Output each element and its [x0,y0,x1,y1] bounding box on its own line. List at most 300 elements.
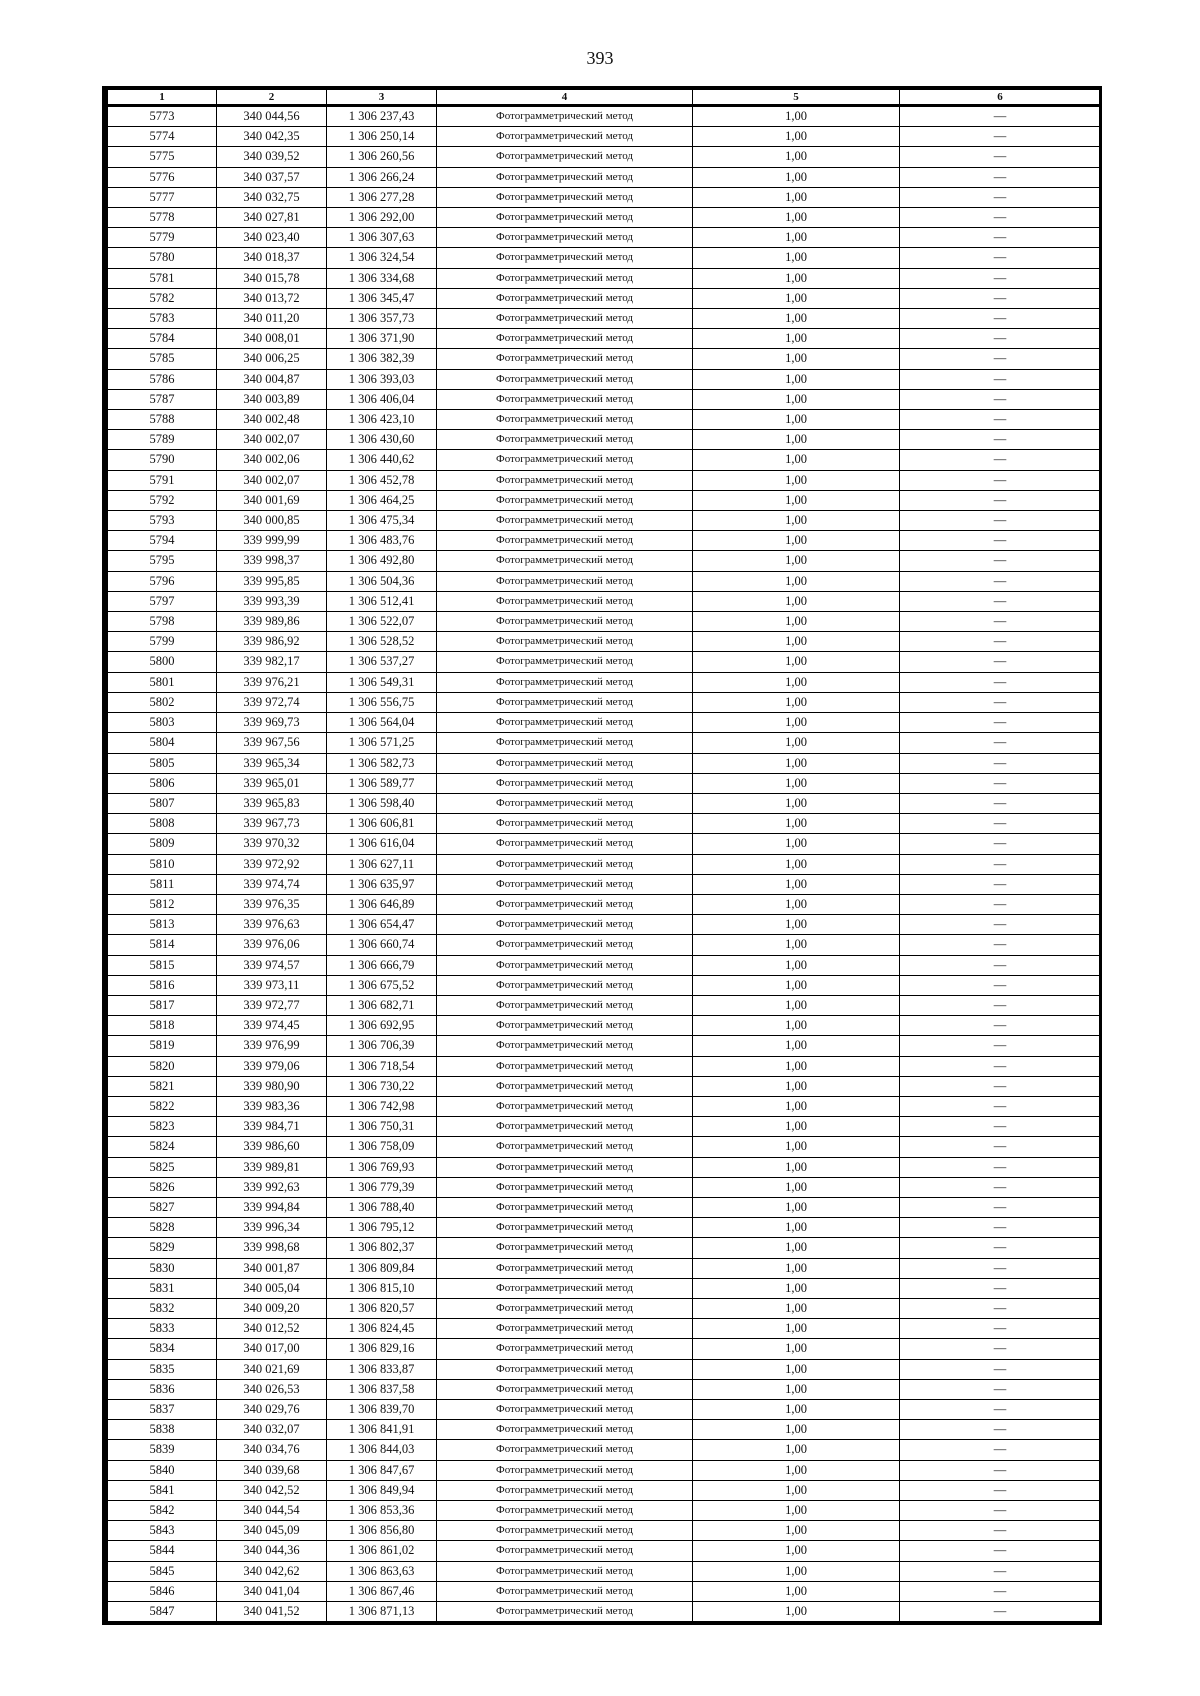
y-coordinate-cell: 1 306 393,03 [327,369,437,389]
method-cell: Фотограмметрический метод [437,632,693,652]
y-coordinate-cell: 1 306 440,62 [327,450,437,470]
table-row [107,1076,1101,1096]
note-cell: — [900,1157,1101,1177]
method-cell: Фотограмметрический метод [437,450,693,470]
x-coordinate-cell: 340 044,36 [217,1541,327,1561]
table-body [107,106,1101,1622]
table-row [107,430,1101,450]
x-coordinate-cell: 339 983,36 [217,1096,327,1116]
point-number-cell: 5844 [107,1541,217,1561]
table-row [107,753,1101,773]
x-coordinate-cell: 339 972,74 [217,692,327,712]
table-row [107,389,1101,409]
accuracy-cell: 1,00 [693,1359,900,1379]
method-cell: Фотограмметрический метод [437,955,693,975]
note-cell: — [900,1359,1101,1379]
accuracy-cell: 1,00 [693,1096,900,1116]
x-coordinate-cell: 339 972,92 [217,854,327,874]
point-number-cell: 5779 [107,228,217,248]
y-coordinate-cell: 1 306 861,02 [327,1541,437,1561]
accuracy-cell: 1,00 [693,591,900,611]
table-row [107,1258,1101,1278]
method-cell: Фотограмметрический метод [437,531,693,551]
table-row [107,632,1101,652]
accuracy-cell: 1,00 [693,147,900,167]
y-coordinate-cell: 1 306 571,25 [327,733,437,753]
table-row [107,1218,1101,1238]
table-row [107,147,1101,167]
accuracy-cell: 1,00 [693,228,900,248]
y-coordinate-cell: 1 306 779,39 [327,1177,437,1197]
table-row [107,955,1101,975]
y-coordinate-cell: 1 306 820,57 [327,1298,437,1318]
coordinates-table [105,89,1101,1622]
x-coordinate-cell: 339 989,86 [217,612,327,632]
method-cell: Фотограмметрический метод [437,1258,693,1278]
point-number-cell: 5786 [107,369,217,389]
note-cell: — [900,591,1101,611]
note-cell: — [900,430,1101,450]
method-cell: Фотограмметрический метод [437,1298,693,1318]
table-row [107,1501,1101,1521]
x-coordinate-cell: 339 982,17 [217,652,327,672]
table-header-row [107,90,1101,106]
point-number-cell: 5797 [107,591,217,611]
note-cell: — [900,874,1101,894]
method-cell: Фотограмметрический метод [437,652,693,672]
y-coordinate-cell: 1 306 371,90 [327,329,437,349]
note-cell: — [900,389,1101,409]
method-cell: Фотограмметрический метод [437,995,693,1015]
accuracy-cell: 1,00 [693,329,900,349]
note-cell: — [900,551,1101,571]
x-coordinate-cell: 340 042,62 [217,1561,327,1581]
point-number-cell: 5799 [107,632,217,652]
point-number-cell: 5789 [107,430,217,450]
column-header-4: 4 [437,90,693,106]
x-coordinate-cell: 339 967,56 [217,733,327,753]
x-coordinate-cell: 340 021,69 [217,1359,327,1379]
point-number-cell: 5819 [107,1036,217,1056]
note-cell: — [900,127,1101,147]
note-cell: — [900,935,1101,955]
note-cell: — [900,1602,1101,1622]
note-cell: — [900,1177,1101,1197]
accuracy-cell: 1,00 [693,470,900,490]
y-coordinate-cell: 1 306 849,94 [327,1480,437,1500]
point-number-cell: 5829 [107,1238,217,1258]
y-coordinate-cell: 1 306 769,93 [327,1157,437,1177]
accuracy-cell: 1,00 [693,288,900,308]
accuracy-cell: 1,00 [693,692,900,712]
table-row [107,1541,1101,1561]
x-coordinate-cell: 339 994,84 [217,1197,327,1217]
table-row [107,1056,1101,1076]
method-cell: Фотограмметрический метод [437,773,693,793]
y-coordinate-cell: 1 306 660,74 [327,935,437,955]
method-cell: Фотограмметрический метод [437,167,693,187]
method-cell: Фотограмметрический метод [437,1197,693,1217]
method-cell: Фотограмметрический метод [437,1339,693,1359]
point-number-cell: 5817 [107,995,217,1015]
x-coordinate-cell: 339 965,01 [217,773,327,793]
accuracy-cell: 1,00 [693,955,900,975]
point-number-cell: 5782 [107,288,217,308]
point-number-cell: 5808 [107,814,217,834]
method-cell: Фотограмметрический метод [437,793,693,813]
table-row [107,329,1101,349]
accuracy-cell: 1,00 [693,571,900,591]
note-cell: — [900,612,1101,632]
method-cell: Фотограмметрический метод [437,1561,693,1581]
accuracy-cell: 1,00 [693,450,900,470]
point-number-cell: 5834 [107,1339,217,1359]
point-number-cell: 5807 [107,793,217,813]
method-cell: Фотограмметрический метод [437,1238,693,1258]
table-row [107,1521,1101,1541]
point-number-cell: 5804 [107,733,217,753]
x-coordinate-cell: 340 000,85 [217,511,327,531]
x-coordinate-cell: 339 984,71 [217,1117,327,1137]
y-coordinate-cell: 1 306 334,68 [327,268,437,288]
y-coordinate-cell: 1 306 250,14 [327,127,437,147]
y-coordinate-cell: 1 306 345,47 [327,288,437,308]
method-cell: Фотограмметрический метод [437,915,693,935]
point-number-cell: 5822 [107,1096,217,1116]
y-coordinate-cell: 1 306 853,36 [327,1501,437,1521]
x-coordinate-cell: 339 996,34 [217,1218,327,1238]
table-row [107,894,1101,914]
accuracy-cell: 1,00 [693,874,900,894]
accuracy-cell: 1,00 [693,1440,900,1460]
point-number-cell: 5794 [107,531,217,551]
column-header-2: 2 [217,90,327,106]
note-cell: — [900,531,1101,551]
column-header-3: 3 [327,90,437,106]
x-coordinate-cell: 339 973,11 [217,975,327,995]
table-row [107,106,1101,127]
x-coordinate-cell: 339 976,35 [217,894,327,914]
accuracy-cell: 1,00 [693,551,900,571]
accuracy-cell: 1,00 [693,935,900,955]
note-cell: — [900,1521,1101,1541]
y-coordinate-cell: 1 306 528,52 [327,632,437,652]
y-coordinate-cell: 1 306 504,36 [327,571,437,591]
table-row [107,511,1101,531]
method-cell: Фотограмметрический метод [437,814,693,834]
x-coordinate-cell: 339 998,37 [217,551,327,571]
x-coordinate-cell: 340 002,07 [217,430,327,450]
method-cell: Фотограмметрический метод [437,430,693,450]
point-number-cell: 5824 [107,1137,217,1157]
x-coordinate-cell: 340 039,52 [217,147,327,167]
method-cell: Фотограмметрический метод [437,1218,693,1238]
method-cell: Фотограмметрический метод [437,692,693,712]
accuracy-cell: 1,00 [693,1480,900,1500]
x-coordinate-cell: 340 042,35 [217,127,327,147]
x-coordinate-cell: 340 009,20 [217,1298,327,1318]
x-coordinate-cell: 339 992,63 [217,1177,327,1197]
table-row [107,490,1101,510]
page-number: 393 [586,48,614,68]
accuracy-cell: 1,00 [693,369,900,389]
y-coordinate-cell: 1 306 758,09 [327,1137,437,1157]
point-number-cell: 5839 [107,1440,217,1460]
y-coordinate-cell: 1 306 666,79 [327,955,437,975]
method-cell: Фотограмметрический метод [437,106,693,127]
y-coordinate-cell: 1 306 423,10 [327,410,437,430]
note-cell: — [900,1096,1101,1116]
method-cell: Фотограмметрический метод [437,571,693,591]
method-cell: Фотограмметрический метод [437,410,693,430]
point-number-cell: 5809 [107,834,217,854]
note-cell: — [900,793,1101,813]
note-cell: — [900,167,1101,187]
note-cell: — [900,1137,1101,1157]
note-cell: — [900,1278,1101,1298]
accuracy-cell: 1,00 [693,1298,900,1318]
point-number-cell: 5773 [107,106,217,127]
y-coordinate-cell: 1 306 237,43 [327,106,437,127]
x-coordinate-cell: 340 039,68 [217,1460,327,1480]
point-number-cell: 5781 [107,268,217,288]
note-cell: — [900,1420,1101,1440]
accuracy-cell: 1,00 [693,1420,900,1440]
method-cell: Фотограмметрический метод [437,1117,693,1137]
note-cell: — [900,349,1101,369]
accuracy-cell: 1,00 [693,672,900,692]
method-cell: Фотограмметрический метод [437,147,693,167]
table-row [107,692,1101,712]
point-number-cell: 5846 [107,1581,217,1601]
method-cell: Фотограмметрический метод [437,1036,693,1056]
y-coordinate-cell: 1 306 475,34 [327,511,437,531]
note-cell: — [900,995,1101,1015]
method-cell: Фотограмметрический метод [437,1056,693,1076]
accuracy-cell: 1,00 [693,1319,900,1339]
accuracy-cell: 1,00 [693,1056,900,1076]
method-cell: Фотограмметрический метод [437,1440,693,1460]
x-coordinate-cell: 340 013,72 [217,288,327,308]
method-cell: Фотограмметрический метод [437,753,693,773]
accuracy-cell: 1,00 [693,1339,900,1359]
note-cell: — [900,1460,1101,1480]
x-coordinate-cell: 339 969,73 [217,713,327,733]
method-cell: Фотограмметрический метод [437,389,693,409]
note-cell: — [900,1056,1101,1076]
point-number-cell: 5831 [107,1278,217,1298]
accuracy-cell: 1,00 [693,349,900,369]
table-row [107,1440,1101,1460]
accuracy-cell: 1,00 [693,1561,900,1581]
y-coordinate-cell: 1 306 266,24 [327,167,437,187]
accuracy-cell: 1,00 [693,894,900,914]
point-number-cell: 5791 [107,470,217,490]
y-coordinate-cell: 1 306 839,70 [327,1400,437,1420]
x-coordinate-cell: 339 979,06 [217,1056,327,1076]
x-coordinate-cell: 340 017,00 [217,1339,327,1359]
table-row [107,652,1101,672]
x-coordinate-cell: 339 974,74 [217,874,327,894]
accuracy-cell: 1,00 [693,1197,900,1217]
accuracy-cell: 1,00 [693,1379,900,1399]
table-row [107,1016,1101,1036]
point-number-cell: 5825 [107,1157,217,1177]
note-cell: — [900,208,1101,228]
method-cell: Фотограмметрический метод [437,1319,693,1339]
x-coordinate-cell: 340 018,37 [217,248,327,268]
accuracy-cell: 1,00 [693,1602,900,1622]
method-cell: Фотограмметрический метод [437,1581,693,1601]
x-coordinate-cell: 340 005,04 [217,1278,327,1298]
table-row [107,531,1101,551]
accuracy-cell: 1,00 [693,106,900,127]
x-coordinate-cell: 339 976,21 [217,672,327,692]
y-coordinate-cell: 1 306 260,56 [327,147,437,167]
table-row [107,834,1101,854]
point-number-cell: 5837 [107,1400,217,1420]
x-coordinate-cell: 339 989,81 [217,1157,327,1177]
note-cell: — [900,106,1101,127]
y-coordinate-cell: 1 306 841,91 [327,1420,437,1440]
table-row [107,814,1101,834]
note-cell: — [900,187,1101,207]
accuracy-cell: 1,00 [693,1137,900,1157]
x-coordinate-cell: 340 008,01 [217,329,327,349]
accuracy-cell: 1,00 [693,531,900,551]
accuracy-cell: 1,00 [693,854,900,874]
table-row [107,571,1101,591]
accuracy-cell: 1,00 [693,773,900,793]
accuracy-cell: 1,00 [693,490,900,510]
x-coordinate-cell: 340 037,57 [217,167,327,187]
note-cell: — [900,773,1101,793]
y-coordinate-cell: 1 306 582,73 [327,753,437,773]
accuracy-cell: 1,00 [693,309,900,329]
method-cell: Фотограмметрический метод [437,248,693,268]
note-cell: — [900,672,1101,692]
note-cell: — [900,1319,1101,1339]
y-coordinate-cell: 1 306 556,75 [327,692,437,712]
table-row [107,672,1101,692]
point-number-cell: 5777 [107,187,217,207]
y-coordinate-cell: 1 306 788,40 [327,1197,437,1217]
y-coordinate-cell: 1 306 682,71 [327,995,437,1015]
point-number-cell: 5816 [107,975,217,995]
accuracy-cell: 1,00 [693,1541,900,1561]
accuracy-cell: 1,00 [693,713,900,733]
method-cell: Фотограмметрический метод [437,1096,693,1116]
note-cell: — [900,329,1101,349]
y-coordinate-cell: 1 306 809,84 [327,1258,437,1278]
table-row [107,208,1101,228]
point-number-cell: 5811 [107,874,217,894]
table-row [107,1117,1101,1137]
y-coordinate-cell: 1 306 357,73 [327,309,437,329]
accuracy-cell: 1,00 [693,1581,900,1601]
point-number-cell: 5787 [107,389,217,409]
method-cell: Фотограмметрический метод [437,1016,693,1036]
x-coordinate-cell: 340 041,04 [217,1581,327,1601]
table-row [107,1238,1101,1258]
note-cell: — [900,228,1101,248]
accuracy-cell: 1,00 [693,410,900,430]
point-number-cell: 5784 [107,329,217,349]
accuracy-cell: 1,00 [693,814,900,834]
table-row [107,915,1101,935]
x-coordinate-cell: 339 974,57 [217,955,327,975]
y-coordinate-cell: 1 306 627,11 [327,854,437,874]
accuracy-cell: 1,00 [693,127,900,147]
accuracy-cell: 1,00 [693,1501,900,1521]
point-number-cell: 5806 [107,773,217,793]
note-cell: — [900,450,1101,470]
note-cell: — [900,652,1101,672]
point-number-cell: 5847 [107,1602,217,1622]
y-coordinate-cell: 1 306 844,03 [327,1440,437,1460]
point-number-cell: 5793 [107,511,217,531]
method-cell: Фотограмметрический метод [437,1521,693,1541]
y-coordinate-cell: 1 306 802,37 [327,1238,437,1258]
x-coordinate-cell: 340 002,07 [217,470,327,490]
point-number-cell: 5780 [107,248,217,268]
accuracy-cell: 1,00 [693,268,900,288]
method-cell: Фотограмметрический метод [437,228,693,248]
y-coordinate-cell: 1 306 537,27 [327,652,437,672]
note-cell: — [900,147,1101,167]
y-coordinate-cell: 1 306 598,40 [327,793,437,813]
table-row [107,248,1101,268]
method-cell: Фотограмметрический метод [437,1420,693,1440]
point-number-cell: 5814 [107,935,217,955]
note-cell: — [900,1379,1101,1399]
note-cell: — [900,1218,1101,1238]
table-row [107,369,1101,389]
point-number-cell: 5815 [107,955,217,975]
method-cell: Фотограмметрический метод [437,612,693,632]
point-number-cell: 5795 [107,551,217,571]
table-row [107,713,1101,733]
point-number-cell: 5832 [107,1298,217,1318]
method-cell: Фотограмметрический метод [437,127,693,147]
x-coordinate-cell: 339 967,73 [217,814,327,834]
table-row [107,1096,1101,1116]
note-cell: — [900,1036,1101,1056]
y-coordinate-cell: 1 306 750,31 [327,1117,437,1137]
x-coordinate-cell: 340 034,76 [217,1440,327,1460]
note-cell: — [900,1339,1101,1359]
y-coordinate-cell: 1 306 856,80 [327,1521,437,1541]
accuracy-cell: 1,00 [693,612,900,632]
point-number-cell: 5833 [107,1319,217,1339]
point-number-cell: 5838 [107,1420,217,1440]
method-cell: Фотограмметрический метод [437,591,693,611]
y-coordinate-cell: 1 306 863,63 [327,1561,437,1581]
y-coordinate-cell: 1 306 871,13 [327,1602,437,1622]
y-coordinate-cell: 1 306 564,04 [327,713,437,733]
y-coordinate-cell: 1 306 616,04 [327,834,437,854]
method-cell: Фотограмметрический метод [437,1137,693,1157]
point-number-cell: 5826 [107,1177,217,1197]
method-cell: Фотограмметрический метод [437,349,693,369]
point-number-cell: 5796 [107,571,217,591]
accuracy-cell: 1,00 [693,1076,900,1096]
method-cell: Фотограмметрический метод [437,329,693,349]
point-number-cell: 5835 [107,1359,217,1379]
note-cell: — [900,713,1101,733]
table-row [107,591,1101,611]
point-number-cell: 5827 [107,1197,217,1217]
